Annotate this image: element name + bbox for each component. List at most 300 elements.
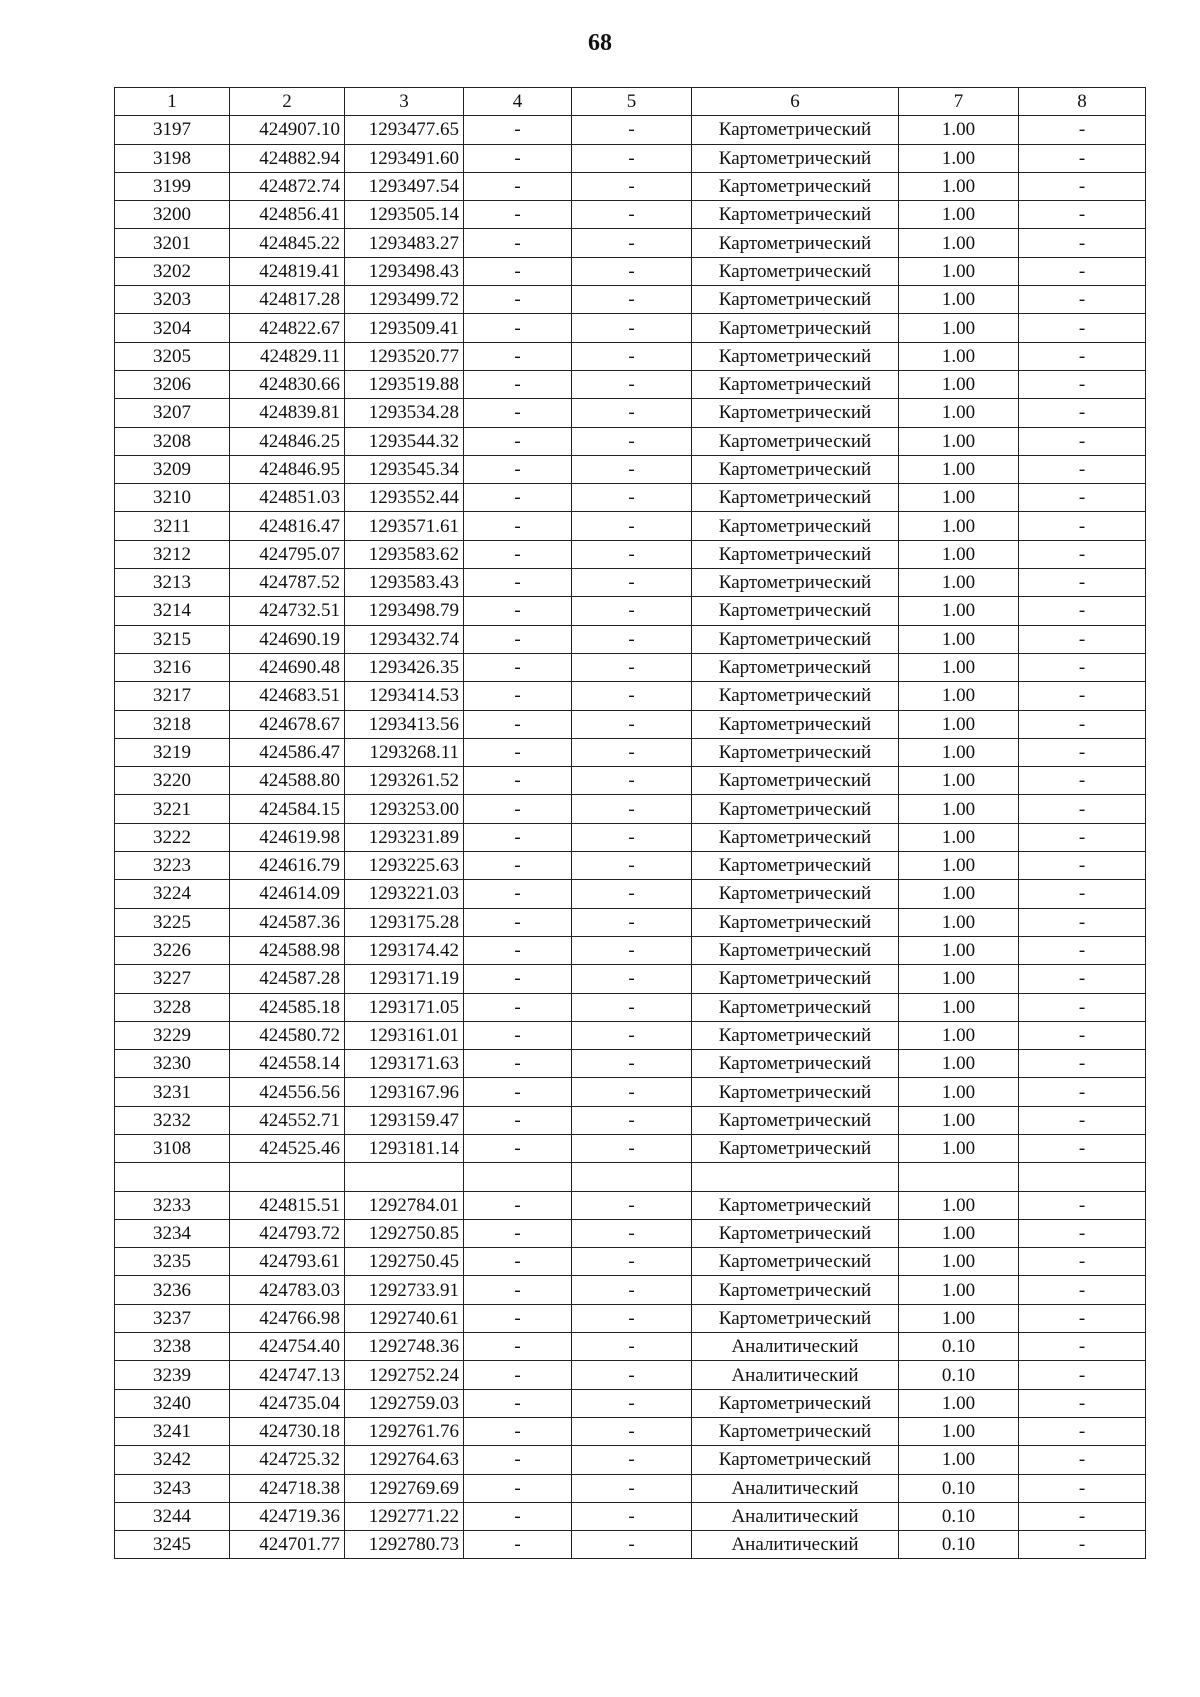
x-coordinate-cell: 424747.13 [230, 1361, 345, 1389]
x-coordinate-cell: 424846.25 [230, 427, 345, 455]
method-cell: Картометрический [692, 172, 899, 200]
col4-cell: - [464, 738, 572, 766]
col5-cell: - [572, 569, 692, 597]
method-cell: Картометрический [692, 823, 899, 851]
col5-cell: - [572, 172, 692, 200]
method-cell: Картометрический [692, 795, 899, 823]
col4-cell: - [464, 116, 572, 144]
method-cell: Картометрический [692, 144, 899, 172]
method-cell: Картометрический [692, 1021, 899, 1049]
col8-cell: - [1019, 1446, 1146, 1474]
accuracy-cell: 1.00 [899, 314, 1019, 342]
accuracy-cell: 1.00 [899, 682, 1019, 710]
table-row [115, 1106, 1146, 1134]
col4-cell: - [464, 1531, 572, 1559]
point-number-cell: 3216 [115, 653, 230, 681]
accuracy-cell: 1.00 [899, 116, 1019, 144]
point-number-cell: 3232 [115, 1106, 230, 1134]
col8-cell: - [1019, 880, 1146, 908]
table-row [115, 738, 1146, 766]
col5-cell: - [572, 1078, 692, 1106]
point-number-cell: 3240 [115, 1389, 230, 1417]
method-cell: Картометрический [692, 936, 899, 964]
point-number-cell: 3210 [115, 484, 230, 512]
col8-cell: - [1019, 569, 1146, 597]
col4-cell: - [464, 1417, 572, 1445]
col5-cell [572, 1163, 692, 1191]
col5-cell: - [572, 1361, 692, 1389]
accuracy-cell: 1.00 [899, 653, 1019, 681]
col5-cell: - [572, 201, 692, 229]
method-cell: Картометрический [692, 1219, 899, 1247]
method-cell: Картометрический [692, 314, 899, 342]
y-coordinate-cell: 1293505.14 [345, 201, 464, 229]
x-coordinate-cell: 424907.10 [230, 116, 345, 144]
col4-cell: - [464, 512, 572, 540]
y-coordinate-cell: 1293414.53 [345, 682, 464, 710]
col4-cell: - [464, 399, 572, 427]
col4-cell: - [464, 1446, 572, 1474]
col8-cell: - [1019, 1248, 1146, 1276]
method-cell: Картометрический [692, 569, 899, 597]
col8-cell: - [1019, 1219, 1146, 1247]
y-coordinate-cell: 1293426.35 [345, 653, 464, 681]
accuracy-cell: 1.00 [899, 738, 1019, 766]
y-coordinate-cell: 1293534.28 [345, 399, 464, 427]
col8-cell: - [1019, 1304, 1146, 1332]
x-coordinate-cell: 424556.56 [230, 1078, 345, 1106]
point-number-cell: 3242 [115, 1446, 230, 1474]
method-cell: Картометрический [692, 342, 899, 370]
col5-cell: - [572, 1304, 692, 1332]
method-cell: Картометрический [692, 484, 899, 512]
table-row [115, 1191, 1146, 1219]
table-row [115, 597, 1146, 625]
col5-cell: - [572, 1021, 692, 1049]
x-coordinate-cell: 424552.71 [230, 1106, 345, 1134]
x-coordinate-cell: 424690.19 [230, 625, 345, 653]
table-body [115, 116, 1146, 1559]
y-coordinate-cell: 1293498.43 [345, 257, 464, 285]
accuracy-cell: 1.00 [899, 597, 1019, 625]
y-coordinate-cell: 1292784.01 [345, 1191, 464, 1219]
y-coordinate-cell: 1293231.89 [345, 823, 464, 851]
method-cell [692, 1163, 899, 1191]
col5-cell: - [572, 738, 692, 766]
table-row [115, 936, 1146, 964]
col4-cell: - [464, 682, 572, 710]
col4-cell: - [464, 823, 572, 851]
col4-cell: - [464, 597, 572, 625]
col4-cell: - [464, 1474, 572, 1502]
x-coordinate-cell: 424846.95 [230, 455, 345, 483]
col5-cell: - [572, 795, 692, 823]
col4-cell: - [464, 314, 572, 342]
header-row [115, 88, 1146, 116]
table-row [115, 342, 1146, 370]
table-row [115, 540, 1146, 568]
table-row [115, 1021, 1146, 1049]
col4-cell: - [464, 1276, 572, 1304]
column-header: 6 [692, 88, 899, 116]
x-coordinate-cell: 424614.09 [230, 880, 345, 908]
col8-cell: - [1019, 1333, 1146, 1361]
method-cell: Картометрический [692, 455, 899, 483]
table-row [115, 1219, 1146, 1247]
col8-cell: - [1019, 993, 1146, 1021]
x-coordinate-cell: 424766.98 [230, 1304, 345, 1332]
method-cell: Картометрический [692, 1078, 899, 1106]
col5-cell: - [572, 1417, 692, 1445]
col4-cell: - [464, 342, 572, 370]
column-header: 2 [230, 88, 345, 116]
table-row [115, 625, 1146, 653]
x-coordinate-cell: 424719.36 [230, 1502, 345, 1530]
col8-cell: - [1019, 823, 1146, 851]
accuracy-cell: 1.00 [899, 1219, 1019, 1247]
method-cell: Картометрический [692, 1389, 899, 1417]
y-coordinate-cell: 1293167.96 [345, 1078, 464, 1106]
x-coordinate-cell: 424815.51 [230, 1191, 345, 1219]
y-coordinate-cell: 1292740.61 [345, 1304, 464, 1332]
point-number-cell: 3230 [115, 1050, 230, 1078]
col5-cell: - [572, 653, 692, 681]
table-row [115, 710, 1146, 738]
point-number-cell: 3214 [115, 597, 230, 625]
accuracy-cell: 0.10 [899, 1474, 1019, 1502]
col5-cell: - [572, 823, 692, 851]
table-row [115, 682, 1146, 710]
y-coordinate-cell: 1292750.45 [345, 1248, 464, 1276]
col8-cell: - [1019, 1531, 1146, 1559]
accuracy-cell: 1.00 [899, 427, 1019, 455]
table-row [115, 1446, 1146, 1474]
column-header: 7 [899, 88, 1019, 116]
accuracy-cell: 1.00 [899, 625, 1019, 653]
x-coordinate-cell: 424558.14 [230, 1050, 345, 1078]
page-number: 68 [588, 30, 612, 56]
point-number-cell: 3213 [115, 569, 230, 597]
col4-cell: - [464, 880, 572, 908]
accuracy-cell: 1.00 [899, 399, 1019, 427]
col4-cell: - [464, 852, 572, 880]
column-header: 4 [464, 88, 572, 116]
x-coordinate-cell: 424787.52 [230, 569, 345, 597]
y-coordinate-cell: 1293268.11 [345, 738, 464, 766]
y-coordinate-cell: 1292771.22 [345, 1502, 464, 1530]
table-row [115, 993, 1146, 1021]
col4-cell: - [464, 993, 572, 1021]
accuracy-cell: 1.00 [899, 1304, 1019, 1332]
x-coordinate-cell: 424754.40 [230, 1333, 345, 1361]
x-coordinate-cell: 424732.51 [230, 597, 345, 625]
col8-cell: - [1019, 738, 1146, 766]
col4-cell: - [464, 1050, 572, 1078]
col8-cell: - [1019, 1191, 1146, 1219]
x-coordinate-cell: 424793.61 [230, 1248, 345, 1276]
method-cell: Картометрический [692, 710, 899, 738]
table-row [115, 116, 1146, 144]
table-row [115, 1361, 1146, 1389]
col8-cell: - [1019, 936, 1146, 964]
point-number-cell: 3211 [115, 512, 230, 540]
col8-cell: - [1019, 427, 1146, 455]
col8-cell: - [1019, 540, 1146, 568]
column-header: 8 [1019, 88, 1146, 116]
point-number-cell: 3229 [115, 1021, 230, 1049]
method-cell: Картометрический [692, 738, 899, 766]
x-coordinate-cell: 424830.66 [230, 370, 345, 398]
col8-cell: - [1019, 342, 1146, 370]
y-coordinate-cell: 1293583.43 [345, 569, 464, 597]
point-number-cell: 3217 [115, 682, 230, 710]
point-number-cell: 3243 [115, 1474, 230, 1502]
col5-cell: - [572, 710, 692, 738]
accuracy-cell: 1.00 [899, 512, 1019, 540]
x-coordinate-cell: 424725.32 [230, 1446, 345, 1474]
col5-cell: - [572, 1191, 692, 1219]
x-coordinate-cell: 424587.28 [230, 965, 345, 993]
col8-cell: - [1019, 484, 1146, 512]
accuracy-cell: 0.10 [899, 1502, 1019, 1530]
accuracy-cell: 1.00 [899, 710, 1019, 738]
col5-cell: - [572, 1531, 692, 1559]
accuracy-cell: 1.00 [899, 540, 1019, 568]
method-cell: Картометрический [692, 965, 899, 993]
col4-cell: - [464, 257, 572, 285]
col5-cell: - [572, 342, 692, 370]
y-coordinate-cell: 1293498.79 [345, 597, 464, 625]
method-cell: Картометрический [692, 1134, 899, 1162]
accuracy-cell [899, 1163, 1019, 1191]
col5-cell: - [572, 1474, 692, 1502]
x-coordinate-cell: 424795.07 [230, 540, 345, 568]
table-row [115, 569, 1146, 597]
y-coordinate-cell: 1292748.36 [345, 1333, 464, 1361]
col5-cell: - [572, 908, 692, 936]
point-number-cell: 3234 [115, 1219, 230, 1247]
method-cell: Картометрический [692, 1050, 899, 1078]
point-number-cell: 3225 [115, 908, 230, 936]
table-row [115, 767, 1146, 795]
y-coordinate-cell: 1292733.91 [345, 1276, 464, 1304]
method-cell: Картометрический [692, 201, 899, 229]
col4-cell: - [464, 1219, 572, 1247]
accuracy-cell: 1.00 [899, 1276, 1019, 1304]
x-coordinate-cell: 424586.47 [230, 738, 345, 766]
table-row [115, 370, 1146, 398]
col5-cell: - [572, 1502, 692, 1530]
point-number-cell: 3203 [115, 286, 230, 314]
x-coordinate-cell: 424816.47 [230, 512, 345, 540]
accuracy-cell: 1.00 [899, 144, 1019, 172]
accuracy-cell: 1.00 [899, 1021, 1019, 1049]
accuracy-cell: 1.00 [899, 484, 1019, 512]
y-coordinate-cell: 1293491.60 [345, 144, 464, 172]
table-row [115, 1248, 1146, 1276]
x-coordinate-cell: 424829.11 [230, 342, 345, 370]
point-number-cell [115, 1163, 230, 1191]
point-number-cell: 3220 [115, 767, 230, 795]
col8-cell: - [1019, 1050, 1146, 1078]
method-cell: Картометрический [692, 597, 899, 625]
y-coordinate-cell: 1293159.47 [345, 1106, 464, 1134]
point-number-cell: 3224 [115, 880, 230, 908]
y-coordinate-cell: 1293171.63 [345, 1050, 464, 1078]
x-coordinate-cell: 424584.15 [230, 795, 345, 823]
accuracy-cell: 1.00 [899, 880, 1019, 908]
accuracy-cell: 1.00 [899, 1134, 1019, 1162]
method-cell: Аналитический [692, 1531, 899, 1559]
col8-cell: - [1019, 1361, 1146, 1389]
point-number-cell: 3228 [115, 993, 230, 1021]
y-coordinate-cell: 1292761.76 [345, 1417, 464, 1445]
method-cell: Картометрический [692, 286, 899, 314]
x-coordinate-cell: 424678.67 [230, 710, 345, 738]
col4-cell: - [464, 1389, 572, 1417]
col5-cell: - [572, 540, 692, 568]
col4-cell: - [464, 1134, 572, 1162]
col8-cell: - [1019, 172, 1146, 200]
col4-cell: - [464, 569, 572, 597]
col5-cell: - [572, 965, 692, 993]
col5-cell: - [572, 229, 692, 257]
col5-cell: - [572, 399, 692, 427]
col8-cell: - [1019, 653, 1146, 681]
point-number-cell: 3202 [115, 257, 230, 285]
col5-cell: - [572, 484, 692, 512]
col5-cell: - [572, 257, 692, 285]
method-cell: Картометрический [692, 880, 899, 908]
point-number-cell: 3244 [115, 1502, 230, 1530]
col8-cell: - [1019, 597, 1146, 625]
col5-cell: - [572, 1446, 692, 1474]
col5-cell: - [572, 597, 692, 625]
col4-cell: - [464, 540, 572, 568]
y-coordinate-cell: 1293497.54 [345, 172, 464, 200]
point-number-cell: 3199 [115, 172, 230, 200]
col8-cell: - [1019, 795, 1146, 823]
col4-cell: - [464, 908, 572, 936]
col8-cell: - [1019, 229, 1146, 257]
x-coordinate-cell: 424793.72 [230, 1219, 345, 1247]
y-coordinate-cell: 1293520.77 [345, 342, 464, 370]
y-coordinate-cell: 1293261.52 [345, 767, 464, 795]
accuracy-cell: 1.00 [899, 908, 1019, 936]
column-header: 5 [572, 88, 692, 116]
table-row [115, 1474, 1146, 1502]
col4-cell: - [464, 144, 572, 172]
x-coordinate-cell: 424839.81 [230, 399, 345, 427]
accuracy-cell: 0.10 [899, 1531, 1019, 1559]
table-row [115, 427, 1146, 455]
table-row [115, 172, 1146, 200]
method-cell: Картометрический [692, 116, 899, 144]
method-cell: Картометрический [692, 625, 899, 653]
x-coordinate-cell: 424735.04 [230, 1389, 345, 1417]
table-row [115, 286, 1146, 314]
point-number-cell: 3200 [115, 201, 230, 229]
method-cell: Аналитический [692, 1474, 899, 1502]
table-row [115, 399, 1146, 427]
x-coordinate-cell: 424851.03 [230, 484, 345, 512]
col8-cell: - [1019, 144, 1146, 172]
method-cell: Картометрический [692, 1276, 899, 1304]
point-number-cell: 3239 [115, 1361, 230, 1389]
column-header: 3 [345, 88, 464, 116]
y-coordinate-cell: 1293583.62 [345, 540, 464, 568]
x-coordinate-cell: 424819.41 [230, 257, 345, 285]
table-row [115, 653, 1146, 681]
table-row [115, 880, 1146, 908]
y-coordinate-cell: 1293225.63 [345, 852, 464, 880]
y-coordinate-cell: 1293171.05 [345, 993, 464, 1021]
table-row [115, 1276, 1146, 1304]
x-coordinate-cell: 424525.46 [230, 1134, 345, 1162]
col8-cell: - [1019, 116, 1146, 144]
accuracy-cell: 0.10 [899, 1333, 1019, 1361]
table-row [115, 1134, 1146, 1162]
col8-cell: - [1019, 965, 1146, 993]
col4-cell: - [464, 172, 572, 200]
x-coordinate-cell: 424588.80 [230, 767, 345, 795]
point-number-cell: 3208 [115, 427, 230, 455]
y-coordinate-cell: 1293544.32 [345, 427, 464, 455]
table-row [115, 1304, 1146, 1332]
accuracy-cell: 1.00 [899, 1050, 1019, 1078]
table-row [115, 965, 1146, 993]
y-coordinate-cell: 1293413.56 [345, 710, 464, 738]
column-header: 1 [115, 88, 230, 116]
y-coordinate-cell: 1293552.44 [345, 484, 464, 512]
x-coordinate-cell: 424783.03 [230, 1276, 345, 1304]
point-number-cell: 3219 [115, 738, 230, 766]
col5-cell: - [572, 1219, 692, 1247]
table-row [115, 314, 1146, 342]
y-coordinate-cell: 1293181.14 [345, 1134, 464, 1162]
table-row [115, 1417, 1146, 1445]
col4-cell: - [464, 1248, 572, 1276]
col8-cell: - [1019, 286, 1146, 314]
method-cell: Картометрический [692, 399, 899, 427]
accuracy-cell: 1.00 [899, 823, 1019, 851]
accuracy-cell: 1.00 [899, 569, 1019, 597]
point-number-cell: 3238 [115, 1333, 230, 1361]
accuracy-cell: 0.10 [899, 1361, 1019, 1389]
point-number-cell: 3215 [115, 625, 230, 653]
point-number-cell: 3236 [115, 1276, 230, 1304]
col8-cell [1019, 1163, 1146, 1191]
point-number-cell: 3227 [115, 965, 230, 993]
y-coordinate-cell: 1293499.72 [345, 286, 464, 314]
col8-cell: - [1019, 908, 1146, 936]
point-number-cell: 3235 [115, 1248, 230, 1276]
y-coordinate-cell [345, 1163, 464, 1191]
col5-cell: - [572, 1050, 692, 1078]
col4-cell: - [464, 1191, 572, 1219]
y-coordinate-cell: 1293253.00 [345, 795, 464, 823]
method-cell: Картометрический [692, 682, 899, 710]
point-number-cell: 3207 [115, 399, 230, 427]
accuracy-cell: 1.00 [899, 1417, 1019, 1445]
accuracy-cell: 1.00 [899, 370, 1019, 398]
accuracy-cell: 1.00 [899, 795, 1019, 823]
col8-cell: - [1019, 399, 1146, 427]
col5-cell: - [572, 286, 692, 314]
col8-cell: - [1019, 314, 1146, 342]
x-coordinate-cell: 424587.36 [230, 908, 345, 936]
x-coordinate-cell: 424580.72 [230, 1021, 345, 1049]
